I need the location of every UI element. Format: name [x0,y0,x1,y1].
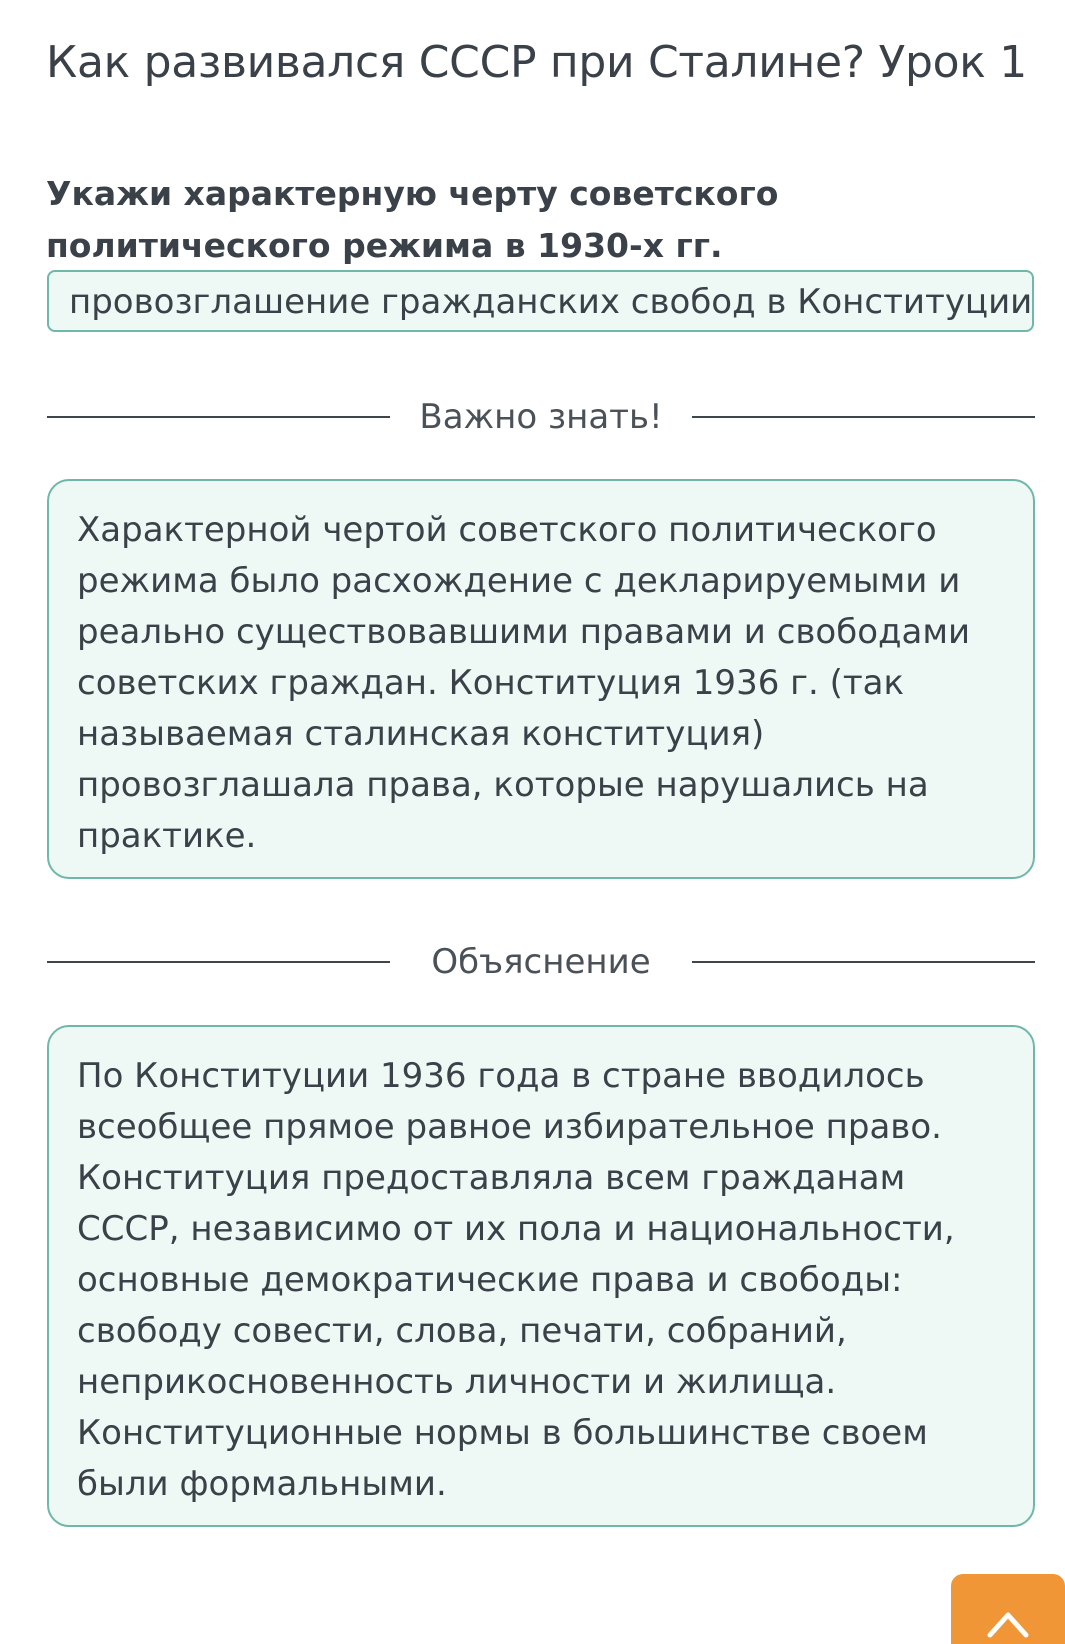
question-text: Укажи характерную черту советского политического режима в 1930-х гг. [46,174,779,265]
important-heading: Важно знать! [419,397,663,437]
explanation-info-box [47,1025,1035,1527]
important-text: Характерной чертой советского политического режима было расхождение с декларируемыми и реально существовавшими правами и свободами советских граждан. Конституция 1936 г. (так называемая сталинская конституция) провозглашала права, которые нарушались на практике. [77,510,971,856]
explanation-divider [47,940,1035,984]
page-title: Как развивался СССР при Сталине? Урок 1 [46,37,1027,88]
divider-line-right [692,961,1035,963]
chevron-up-icon [986,1608,1030,1638]
selected-answer-text: провозглашение гражданских свобод в Конституции [69,282,1033,322]
divider-line-left [47,961,390,963]
scroll-to-top-button[interactable] [951,1574,1065,1644]
important-divider [47,395,1035,439]
divider-line-right [692,416,1035,418]
explanation-heading: Объяснение [431,942,651,982]
selected-answer-box[interactable] [47,270,1034,332]
divider-line-left [47,416,390,418]
explanation-text: По Конституции 1936 года в стране вводилось всеобщее прямое равное избирательное право. Конституция предоставляла всем гражданам СССР, независимо от их пола и национальности, основные демократические права и свободы: свободу совести, слова, печати, собраний, неприкосновенность личности и жилища. Конституционные нормы в большинстве своем были формальными. [77,1056,955,1504]
important-info-box [47,479,1035,879]
